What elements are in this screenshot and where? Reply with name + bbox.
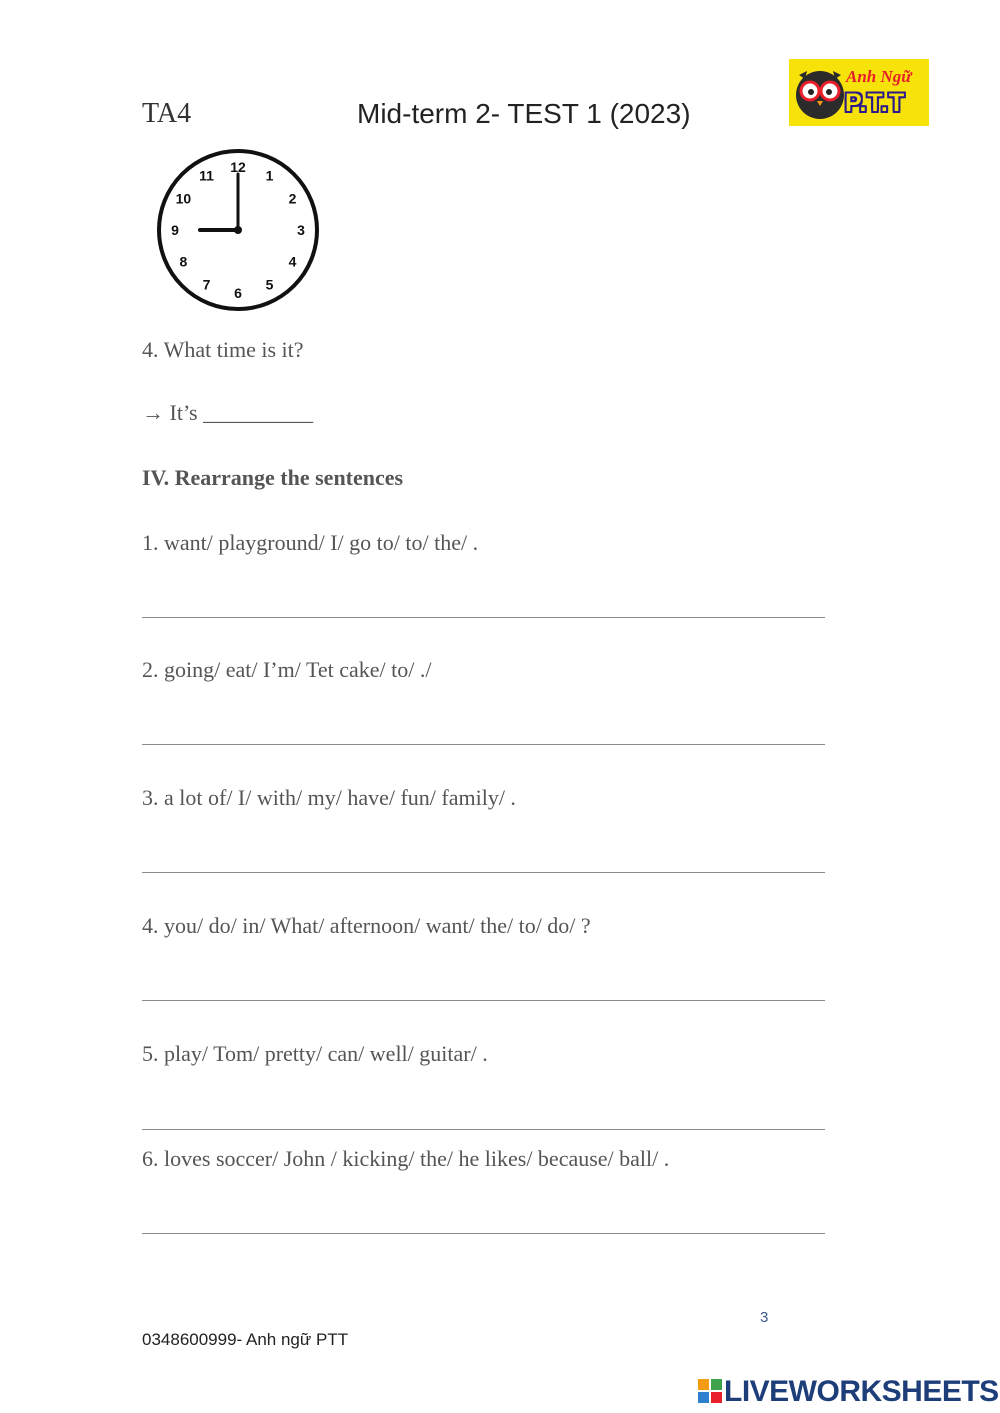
answer-line[interactable] xyxy=(142,1000,825,1001)
liveworksheets-logo-icon xyxy=(698,1379,722,1403)
sentence-item: 1. want/ playground/ I/ go to/ to/ the/ . xyxy=(142,530,479,555)
clock-number: 10 xyxy=(175,190,192,207)
header-code: TA4 xyxy=(142,98,192,129)
question-4-prompt: 4. What time is it? xyxy=(142,337,304,362)
clock-number: 11 xyxy=(199,167,214,184)
clock-face-icon xyxy=(153,146,323,314)
question-4-answer[interactable]: → It’s __________ xyxy=(142,400,314,425)
sentence-item: 2. going/ eat/ I’m/ Tet cake/ to/ ./ xyxy=(142,657,432,682)
clock-center xyxy=(234,226,242,234)
owl-icon xyxy=(793,65,847,121)
sentence-item: 3. a lot of/ I/ with/ my/ have/ fun/ family/ . xyxy=(142,785,516,810)
clock-number: 8 xyxy=(179,253,188,270)
clock-number: 4 xyxy=(288,253,297,270)
section-heading: IV. Rearrange the sentences xyxy=(142,465,404,490)
page-title: Mid-term 2- TEST 1 (2023) xyxy=(357,98,691,129)
logo-text-line2: P.T.T xyxy=(845,89,906,117)
sentence-item: 6. loves soccer/ John / kicking/ the/ he likes/ because/ ball/ . xyxy=(142,1146,670,1171)
sentence-item: 4. you/ do/ in/ What/ afternoon/ want/ the/ to/ do/ ? xyxy=(142,913,591,938)
answer-line[interactable] xyxy=(142,1129,825,1130)
logo-text-line1: Anh Ngữ xyxy=(846,67,912,86)
sentence-item: 5. play/ Tom/ pretty/ can/ well/ guitar/ . xyxy=(142,1041,488,1066)
clock-number: 7 xyxy=(202,276,211,293)
answer-line[interactable] xyxy=(142,872,825,873)
clock-number: 2 xyxy=(288,190,297,207)
clock-number: 6 xyxy=(234,285,242,301)
answer-line[interactable] xyxy=(142,1233,825,1234)
clock-number: 5 xyxy=(265,276,274,293)
clock-number: 1 xyxy=(265,167,274,184)
page-number: 3 xyxy=(760,1309,769,1326)
footer-contact: 0348600999- Anh ngữ PTT xyxy=(142,1330,349,1349)
clock-number: 12 xyxy=(230,159,246,175)
clock-number: 9 xyxy=(171,222,179,238)
answer-line[interactable] xyxy=(142,744,825,745)
brand-logo xyxy=(789,59,929,126)
answer-line[interactable] xyxy=(142,617,825,618)
clock-number: 3 xyxy=(297,222,305,238)
liveworksheets-text: LIVEWORKSHEETS xyxy=(724,1375,999,1408)
